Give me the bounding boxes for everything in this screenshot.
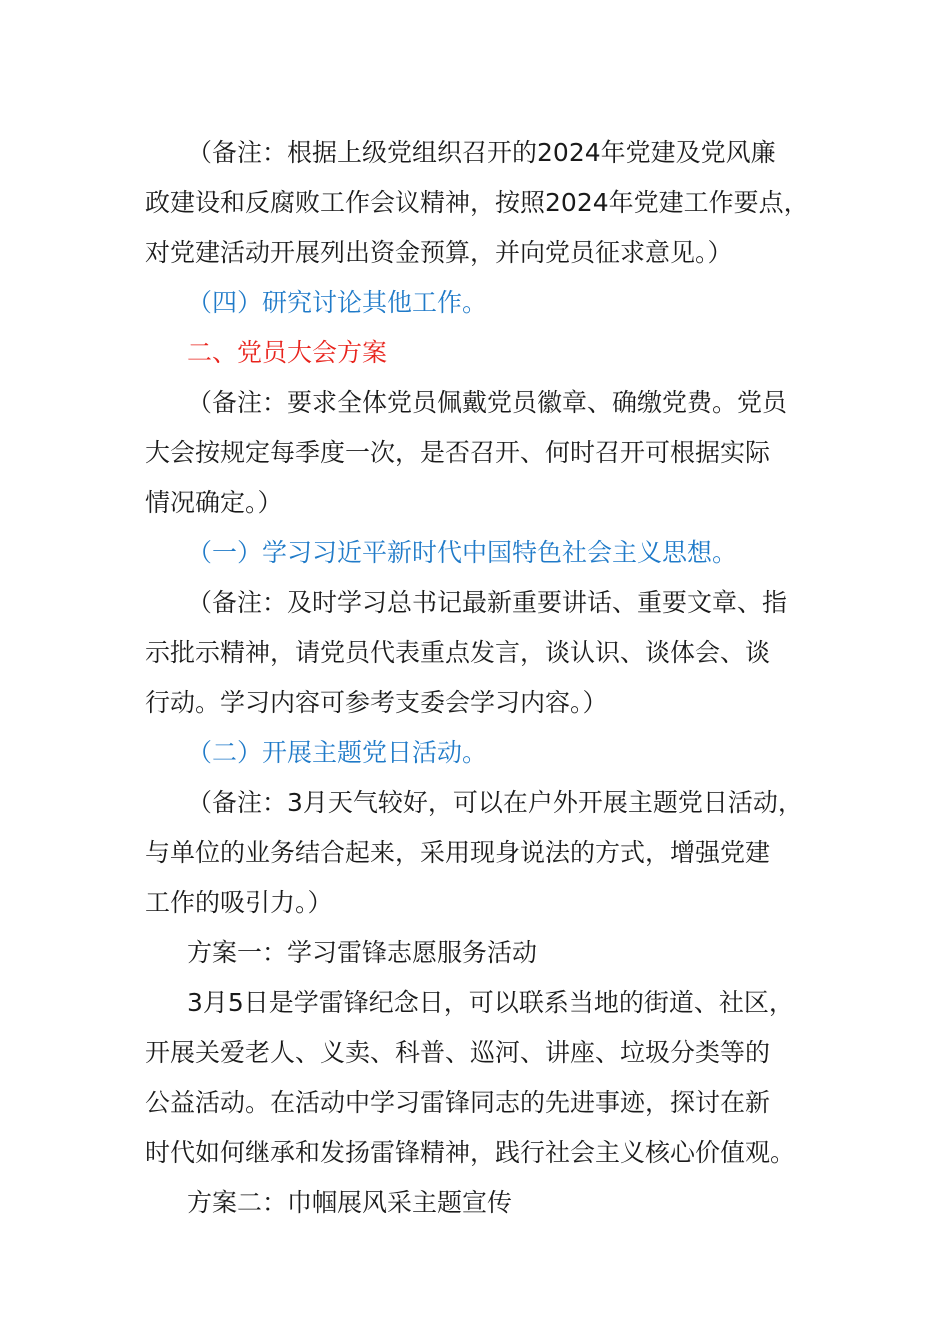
body-line: 3月5日是学雷锋纪念日，可以联系当地的街道、社区， bbox=[187, 988, 794, 1017]
section-heading-member-meeting: 二、党员大会方案 bbox=[187, 338, 388, 367]
body-line: 公益活动。在活动中学习雷锋同志的先进事迹，探讨在新 bbox=[145, 1088, 771, 1117]
plan-two-title: 方案二：巾帼展风采主题宣传 bbox=[187, 1188, 513, 1217]
note-line: （备注：要求全体党员佩戴党员徽章、确缴党费。党员 bbox=[187, 388, 788, 417]
body-line: 开展关爱老人、义卖、科普、巡河、讲座、垃圾分类等的 bbox=[145, 1038, 771, 1067]
note-line: 工作的吸引力。） bbox=[145, 888, 333, 917]
note-line: 大会按规定每季度一次，是否召开、何时召开可根据实际 bbox=[145, 438, 771, 467]
note-line: 示批示精神，请党员代表重点发言，谈认识、谈体会、谈 bbox=[145, 638, 771, 667]
body-line: 时代如何继承和发扬雷锋精神，践行社会主义核心价值观。 bbox=[145, 1138, 796, 1167]
note-line: 政建设和反腐败工作会议精神，按照2024年党建工作要点， bbox=[145, 188, 809, 217]
note-line: （备注：3月天气较好，可以在户外开展主题党日活动， bbox=[187, 788, 803, 817]
plan-one-title: 方案一：学习雷锋志愿服务活动 bbox=[187, 938, 538, 967]
note-line: （备注：及时学习总书记最新重要讲话、重要文章、指 bbox=[187, 588, 788, 617]
note-line: （备注：根据上级党组织召开的2024年党建及党风廉 bbox=[187, 138, 776, 167]
note-line: 情况确定。） bbox=[145, 488, 283, 517]
subheading-theme-day: （二）开展主题党日活动。 bbox=[187, 738, 488, 767]
subheading-other-work: （四）研究讨论其他工作。 bbox=[187, 288, 488, 317]
note-line: 行动。学习内容可参考支委会学习内容。） bbox=[145, 688, 608, 717]
note-line: 对党建活动开展列出资金预算，并向党员征求意见。） bbox=[145, 238, 733, 267]
subheading-study-thought: （一）学习习近平新时代中国特色社会主义思想。 bbox=[187, 538, 738, 567]
document-body bbox=[145, 128, 845, 1228]
note-line: 与单位的业务结合起来，采用现身说法的方式，增强党建 bbox=[145, 838, 771, 867]
